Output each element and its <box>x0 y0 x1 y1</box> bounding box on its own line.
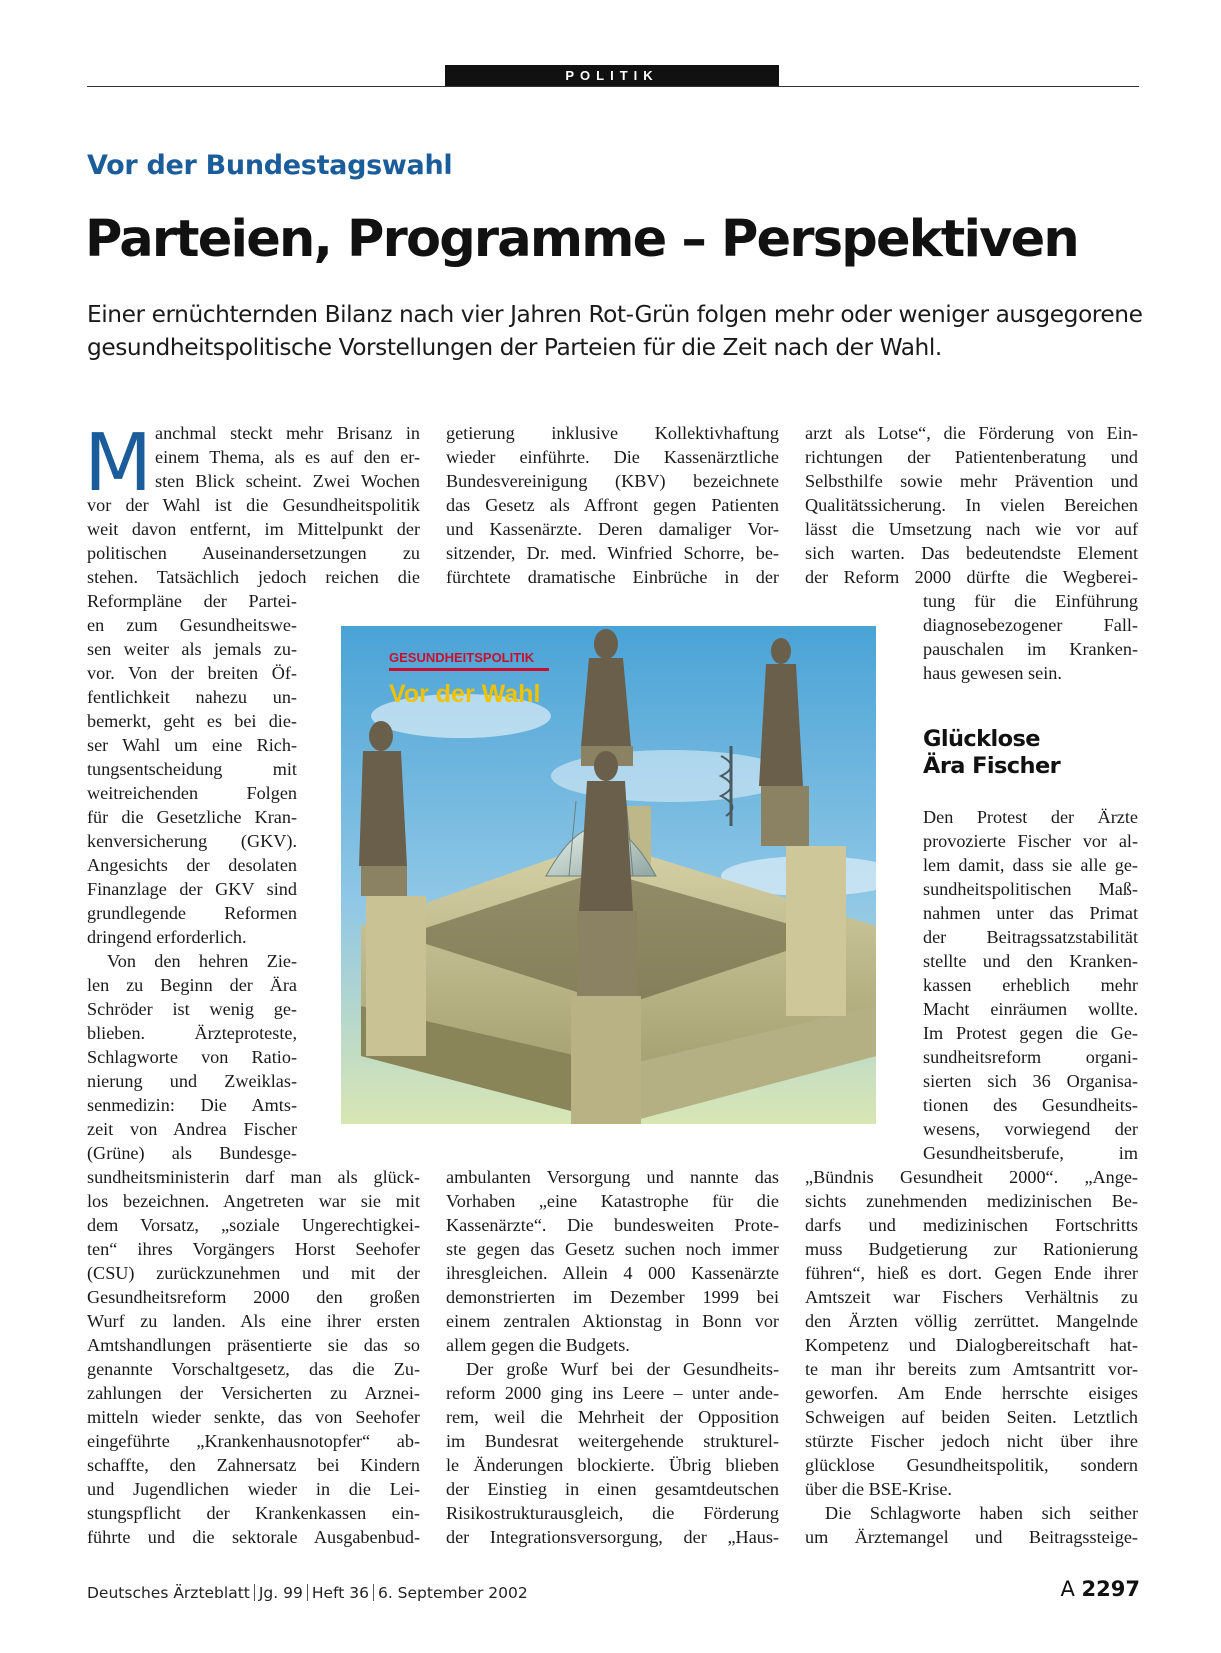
text-line: stellte und den Kranken- <box>923 951 1138 971</box>
text-line: grundlegende Reformen <box>87 903 297 923</box>
text-line: Kompetenz und Dialogbereitschaft hat- <box>805 1335 1138 1355</box>
drop-cap: M <box>84 417 153 509</box>
text-line: anchmal steckt mehr Brisanz in <box>155 423 420 443</box>
text-line: nierung und Zweiklas- <box>87 1071 297 1091</box>
column-2-bottom <box>446 1165 779 1549</box>
text-line: sundheitsministerin darf man als glück- <box>87 1167 420 1187</box>
text-line: Reformpläne der Partei- <box>87 591 297 611</box>
text-line: Amtszeit war Fischers Verhältnis zu <box>805 1287 1138 1307</box>
footer-separator <box>254 1584 255 1601</box>
text-line: en zum Gesundheitswe- <box>87 615 297 635</box>
text-line: tung für die Einführung <box>923 591 1138 611</box>
text-line: wieder einführte. Die Kassenärztliche <box>446 447 779 467</box>
text-line: Gesundheitsreform 2000 den großen <box>87 1287 420 1307</box>
text-line: lässt die Umsetzung nach wie vor auf <box>805 519 1138 539</box>
text-line: los bezeichnen. Angetreten war sie mit <box>87 1191 420 1211</box>
text-line: bemerkt, geht es bei die- <box>87 711 297 731</box>
text-line: zahlungen der Versicherten zu Arznei- <box>87 1383 420 1403</box>
text-line: und Kassenärzte. Deren damaliger Vor- <box>446 519 779 539</box>
text-line: Bundesvereinigung (KBV) bezeichnete <box>446 471 779 491</box>
article-headline: Parteien, Programme – Perspektiven <box>85 210 1078 269</box>
column-1-bottom <box>87 1165 420 1549</box>
text-line: sundheitspolitischen Maß- <box>923 879 1138 899</box>
footer-date: 6. September 2002 <box>377 1584 528 1602</box>
text-line: getierung inklusive Kollektivhaftung <box>446 423 779 443</box>
text-line: lem damit, dass sie alle ge- <box>923 855 1138 875</box>
text-line: Wurf zu landen. Als eine ihrer ersten <box>87 1311 420 1331</box>
text-line: glücklose Gesundheitspolitik, sondern <box>805 1455 1138 1475</box>
image-label-top: GESUNDHEITSPOLITIK <box>389 650 535 665</box>
text-line: der Einstieg in einen gesamtdeutschen <box>446 1479 779 1499</box>
image-label-main: Vor der Wahl <box>389 680 541 708</box>
text-line: reform 2000 ging ins Leere – unter ande- <box>446 1383 779 1403</box>
text-line: muss Budgetierung zur Rationierung <box>805 1239 1138 1259</box>
text-line: richtungen der Patientenberatung und <box>805 447 1138 467</box>
text-line: haus gewesen sein. <box>923 663 1062 683</box>
footer-citation <box>87 1584 528 1602</box>
text-line: Finanzlage der GKV sind <box>87 879 297 899</box>
footer-issue: Heft 36 <box>311 1584 369 1602</box>
text-line: Amtshandlungen präsentierte sie das so <box>87 1335 420 1355</box>
article-kicker: Vor der Bundestagswahl <box>87 150 453 181</box>
text-line: rem, weil die Mehrheit der Opposition <box>446 1407 779 1427</box>
subheading <box>923 726 1060 780</box>
text-line: Risikostrukturausgleich, die Förderung <box>446 1503 779 1523</box>
text-line: diagnosebezogener Fall- <box>923 615 1138 635</box>
text-line: vor. Von der breiten Öf- <box>87 663 297 683</box>
text-line: provozierte Fischer vor al- <box>923 831 1138 851</box>
text-line: zeit von Andrea Fischer <box>87 1119 297 1139</box>
text-line: einem Thema, als es auf den er- <box>155 447 420 467</box>
text-line: Den Protest der Ärzte <box>923 807 1138 827</box>
text-line: darfs und medizinischen Fortschritts <box>805 1215 1138 1235</box>
text-line: le Änderungen blockierte. Übrig blieben <box>446 1455 779 1475</box>
page-number-value: 2297 <box>1081 1577 1140 1601</box>
text-line: fürchtete dramatische Einbrüche in der <box>446 567 779 587</box>
text-line: Der große Wurf bei der Gesundheits- <box>466 1359 779 1379</box>
text-line: (CSU) zurückzunehmen und mit der <box>87 1263 420 1283</box>
text-line: ten“ ihres Vorgängers Horst Seehofer <box>87 1239 420 1259</box>
text-line: sen weiter als jemals zu- <box>87 639 297 659</box>
text-line: das Gesetz als Affront gegen Patienten <box>446 495 779 515</box>
text-line: Qualitätssicherung. In vielen Bereichen <box>805 495 1138 515</box>
article-lead <box>87 298 1147 364</box>
section-label: POLITIK <box>445 65 779 86</box>
image-label-rule <box>389 668 549 671</box>
text-line: demonstrierten im Dezember 1999 bei <box>446 1287 779 1307</box>
column-1-intro-cont <box>87 493 420 589</box>
text-line: Selbsthilfe sowie mehr Prävention und <box>805 471 1138 491</box>
text-line: der Integrationsversorgung, der „Haus- <box>446 1527 779 1547</box>
subheading-line: Ära Fischer <box>923 753 1061 779</box>
text-line: (Grüne) als Bundesge- <box>87 1143 297 1163</box>
text-line: stürzte Fischer jedoch nicht über ihre <box>805 1431 1138 1451</box>
text-line: kenversicherung (GKV). <box>87 831 297 851</box>
text-line: len zu Beginn der Ära <box>87 975 297 995</box>
text-line: Von den hehren Zie- <box>107 951 297 971</box>
text-line: führte und die sektorale Ausgabenbud- <box>87 1527 420 1547</box>
column-2-top <box>446 421 779 589</box>
text-line: pauschalen im Kranken- <box>923 639 1138 659</box>
text-line: weitreichenden Folgen <box>87 783 297 803</box>
footer-volume: Jg. 99 <box>258 1584 303 1602</box>
text-line: Macht einräumen wollte. <box>923 999 1138 1019</box>
text-line: sierten sich 36 Organisa- <box>923 1071 1138 1091</box>
text-line: der Reform 2000 dürfte die Wegberei- <box>805 567 1138 587</box>
text-line: Schröder ist wenig ge- <box>87 999 297 1019</box>
text-line: Gesundheitsberufe, im <box>923 1143 1138 1163</box>
text-line: Angesichts der desolaten <box>87 855 297 875</box>
lead-line: gesundheitspolitische Vorstellungen der Parteien für die Zeit nach der Wahl. <box>87 334 942 361</box>
text-line: arzt als Lotse“, die Förderung von Ein- <box>805 423 1138 443</box>
text-line: stungspflicht der Krankenkassen ein- <box>87 1503 420 1523</box>
text-line: schaffte, den Zahnersatz bei Kindern <box>87 1455 420 1475</box>
column-3-top <box>805 421 1138 589</box>
text-line: vor der Wahl ist die Gesundheitspolitik <box>87 495 420 515</box>
text-line: sitzender, Dr. med. Winfried Schorre, be- <box>446 543 779 563</box>
header-rule <box>87 86 1139 87</box>
text-line: einem zentralen Aktionstag in Bonn vor <box>446 1311 779 1331</box>
text-line: nahmen unter das Primat <box>923 903 1138 923</box>
text-line: fentlichkeit nahezu un- <box>87 687 297 707</box>
text-line: für die Gesetzliche Kran- <box>87 807 297 827</box>
text-line: Vorhaben „eine Katastrophe für die <box>446 1191 779 1211</box>
column-3-bottom <box>805 1165 1138 1549</box>
text-line: Die Schlagworte haben sich seither <box>825 1503 1138 1523</box>
text-line: ser Wahl um eine Rich- <box>87 735 297 755</box>
text-line: über die BSE-Krise. <box>805 1479 952 1499</box>
text-line: mitteln wieder senkte, das von Seehofer <box>87 1407 420 1427</box>
text-line: Im Protest gegen die Ge- <box>923 1023 1138 1043</box>
text-line: tungsentscheidung mit <box>87 759 297 779</box>
text-line: weit davon entfernt, im Mittelpunkt der <box>87 519 420 539</box>
text-line: ambulanten Versorgung und nannte das <box>446 1167 779 1187</box>
text-line: blieben. Ärzteproteste, <box>87 1023 297 1043</box>
text-line: um Ärztemangel und Beitragssteige- <box>805 1527 1138 1547</box>
footer-separator <box>373 1584 374 1601</box>
text-line: im Bundesrat weitergehende strukturel- <box>446 1431 779 1451</box>
page-number <box>1060 1577 1140 1601</box>
footer-journal: Deutsches Ärzteblatt <box>87 1584 250 1602</box>
text-line: Kassenärzte“. Die bundesweiten Prote- <box>446 1215 779 1235</box>
text-line: ihresgleichen. Allein 4 000 Kassenärzte <box>446 1263 779 1283</box>
reichstag-collage-image <box>341 626 876 1124</box>
text-line: ste gegen das Gesetz suchen noch immer <box>446 1239 779 1259</box>
text-line: Schlagworte von Ratio- <box>87 1047 297 1067</box>
text-line: kassen erheblich mehr <box>923 975 1138 995</box>
text-line: senmedizin: Die Amts- <box>87 1095 297 1115</box>
text-line: und Jugendlichen wieder in die Lei- <box>87 1479 420 1499</box>
subheading-line: Glücklose <box>923 726 1040 752</box>
column-1-narrow <box>87 589 297 1165</box>
column-3-narrow-a <box>923 589 1138 685</box>
cover-illustration <box>341 626 876 1124</box>
text-line: te man ihr bereits zum Amtsantritt vor- <box>805 1359 1138 1379</box>
text-line: führen“, hieß es dort. Gegen Ende ihrer <box>805 1263 1138 1283</box>
text-line: stehen. Tatsächlich jedoch reichen die <box>87 567 420 587</box>
text-line: allem gegen die Budgets. <box>446 1335 630 1355</box>
footer-separator <box>307 1584 308 1601</box>
text-line: dem Vorsatz, „soziale Ungerechtigkei- <box>87 1215 420 1235</box>
lead-line: Einer ernüchternden Bilanz nach vier Jahren Rot-Grün folgen mehr oder weniger ausgegorene <box>87 301 1143 328</box>
text-line: sich warten. Das bedeutendste Element <box>805 543 1138 563</box>
column-1-intro <box>155 421 420 493</box>
text-line: geworfen. Am Ende herrschte eisiges <box>805 1383 1138 1403</box>
text-line: „Bündnis Gesundheit 2000“. „Ange- <box>805 1167 1138 1187</box>
text-line: der Beitragssatzstabilität <box>923 927 1138 947</box>
page-prefix: A <box>1060 1577 1075 1601</box>
text-line: eingeführte „Krankenhausnotopfer“ ab- <box>87 1431 420 1451</box>
text-line: Schweigen auf beiden Seiten. Letztlich <box>805 1407 1138 1427</box>
text-line: sichts zunehmenden medizinischen Be- <box>805 1191 1138 1211</box>
text-line: sundheitsreform organi- <box>923 1047 1138 1067</box>
column-3-narrow-b <box>923 805 1138 1165</box>
text-line: tionen des Gesundheits- <box>923 1095 1138 1115</box>
text-line: politischen Auseinandersetzungen zu <box>87 543 420 563</box>
text-line: dringend erforderlich. <box>87 927 247 947</box>
text-line: sten Blick scheint. Zwei Wochen <box>155 471 420 491</box>
text-line: wesens, vorwiegend der <box>923 1119 1138 1139</box>
text-line: den Ärzten völlig zerrüttet. Mangelnde <box>805 1311 1138 1331</box>
text-line: genannte Vorschaltgesetz, das die Zu- <box>87 1359 420 1379</box>
